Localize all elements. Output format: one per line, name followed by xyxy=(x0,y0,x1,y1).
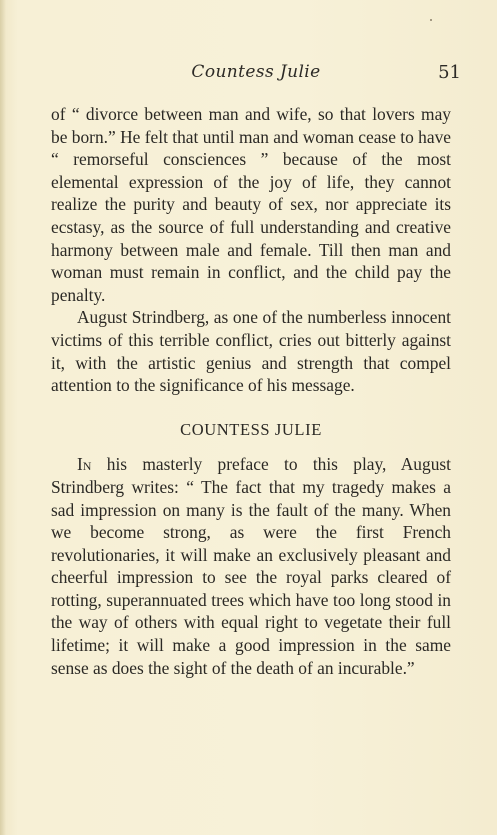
section-heading: COUNTESS JULIE xyxy=(180,419,322,439)
page-number: 51 xyxy=(438,62,461,83)
paper-speck xyxy=(430,19,432,21)
running-head: Countess Julie xyxy=(191,62,321,82)
page-header xyxy=(51,62,461,88)
page-body xyxy=(51,103,451,679)
page-spine-shadow xyxy=(0,0,6,835)
paragraph-preface-text: his masterly preface to this play, August Strindberg writes: “ The fact that my tragedy makes a sad impression on many is the fault of the many. When we become strong, as were the first French revolutionaries, it will make an exclusively pleasant and cheerful impression to see the royal parks cleared of rotting, superannuated trees which have too long stood in the way of others with equal right to vegetate their full lifetime; it will make a good impression in the same sense as does the sight of the death of an incurable.” xyxy=(51,454,451,678)
paragraph-preface xyxy=(51,453,451,679)
paragraph-lead-word: In xyxy=(77,454,92,475)
paragraph-strindberg: August Strindberg, as one of the numberless innocent victims of this terrible conflict, cries out bitterly against it, with the artistic genius and strength that compel attention to the significance of his message. xyxy=(51,307,451,396)
paragraph-continued: of “ divorce between man and wife, so that lovers may be born.” He felt that until man and woman cease to have “ remorseful consciences ” because of the most elemental expression of the joy of life, they cannot realize the purity and beauty of sex, nor appreciate its ecstasy, as the source of full understanding and creative harmony between male and female. Till then man and woman must remain in conflict, and the child pay the penalty. xyxy=(51,104,451,305)
